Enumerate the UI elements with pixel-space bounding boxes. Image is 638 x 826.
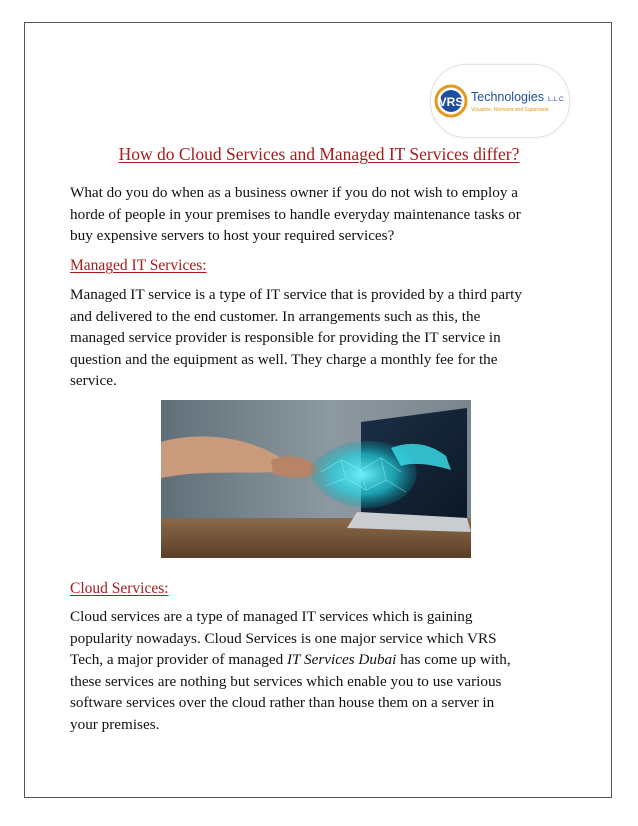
managed-line: managed service provider is responsible for providing the IT service in xyxy=(70,329,501,346)
managed-services-heading: Managed IT Services: xyxy=(70,257,207,274)
managed-line: and delivered to the end customer. In arrangements such as this, the xyxy=(70,307,481,325)
company-logo xyxy=(430,64,570,138)
logo-tagline-text: Visualize, Reinvent and Supersede xyxy=(471,107,549,113)
cloud-line: these services are nothing but services which enable you to use various xyxy=(70,672,502,690)
cloud-services-paragraph xyxy=(70,606,572,735)
handshake-photo xyxy=(161,400,471,558)
vrs-logo-graphic xyxy=(431,65,569,137)
intro-line: What do you do when as a business owner if you do not wish to employ a xyxy=(70,184,518,201)
page-title: How do Cloud Services and Managed IT Services differ? xyxy=(118,144,520,164)
cloud-line: Cloud services are a type of managed IT services which is gaining xyxy=(70,608,473,625)
it-services-dubai-link[interactable]: IT Services Dubai xyxy=(286,651,397,668)
cloud-line: software services over the cloud rather than house them on a server in xyxy=(70,694,495,711)
cloud-line-text: Tech, a major provider of managed xyxy=(70,651,287,668)
logo-suffix-text: L.L.C xyxy=(548,96,564,103)
cloud-line xyxy=(70,649,572,671)
cloud-line: your premises. xyxy=(70,715,160,733)
cloud-line: popularity nowadays. Cloud Services is one major service which VRS xyxy=(70,629,497,647)
intro-line: horde of people in your premises to handle everyday maintenance tasks or xyxy=(70,205,521,223)
managed-services-paragraph xyxy=(70,284,572,392)
managed-line: question and the equipment as well. They charge a monthly fee for the xyxy=(70,350,498,368)
managed-line: service. xyxy=(70,372,117,389)
cloud-services-heading: Cloud Services: xyxy=(70,580,169,597)
intro-line: buy expensive servers to host your required services? xyxy=(70,227,395,244)
managed-line: Managed IT service is a type of IT service that is provided by a third party xyxy=(70,286,522,303)
logo-brand-text: Technologies xyxy=(471,90,544,104)
intro-paragraph xyxy=(70,182,572,247)
cloud-line-text: has come up with, xyxy=(396,651,511,668)
logo-mark-text: VRS xyxy=(438,95,464,109)
